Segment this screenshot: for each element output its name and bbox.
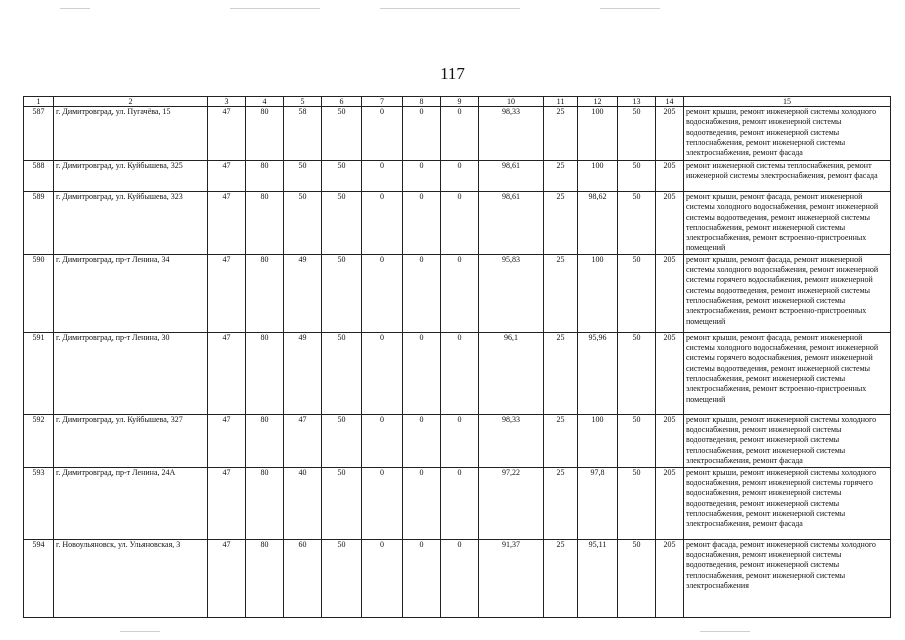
- value-cell: 58: [284, 107, 322, 161]
- column-number: 12: [578, 97, 618, 107]
- value-cell: 95,11: [578, 539, 618, 617]
- value-cell: 25: [544, 414, 578, 467]
- value-cell: 47: [208, 254, 246, 332]
- value-cell: 97,8: [578, 467, 618, 539]
- value-cell: 47: [208, 467, 246, 539]
- page-number: 117: [440, 64, 465, 83]
- value-cell: 50: [618, 161, 656, 192]
- row-number: 594: [24, 539, 54, 617]
- scan-noise: [60, 8, 90, 9]
- value-cell: 0: [403, 192, 441, 255]
- value-cell: 0: [441, 539, 479, 617]
- address-cell: г. Димитровград, пр-т Ленина, 30: [54, 332, 208, 414]
- value-cell: 0: [403, 467, 441, 539]
- table-row: [24, 107, 891, 161]
- value-cell: 50: [322, 107, 362, 161]
- row-number: 588: [24, 161, 54, 192]
- column-number-row: [24, 97, 891, 107]
- table-row: [24, 467, 891, 539]
- value-cell: 80: [246, 467, 284, 539]
- value-cell: 91,37: [479, 539, 544, 617]
- value-cell: 98,61: [479, 192, 544, 255]
- scan-noise: [600, 8, 660, 9]
- column-number: 8: [403, 97, 441, 107]
- column-number: 15: [684, 97, 891, 107]
- value-cell: 205: [656, 107, 684, 161]
- address-cell: г. Новоульяновск, ул. Ульяновская, 3: [54, 539, 208, 617]
- value-cell: 50: [322, 414, 362, 467]
- works-cell: ремонт фасада, ремонт инженерной системы холодного водоснабжения, ремонт инженерной системы водоотведения, ремонт инженерной системы теплоснабжения, ремонт инженерной системы электроснабжения: [684, 539, 891, 617]
- value-cell: 47: [208, 332, 246, 414]
- value-cell: 50: [618, 539, 656, 617]
- value-cell: 97,22: [479, 467, 544, 539]
- works-cell: ремонт инженерной системы теплоснабжения, ремонт инженерной системы электроснабжения, ремонт фасада: [684, 161, 891, 192]
- value-cell: 0: [441, 332, 479, 414]
- scan-noise: [120, 631, 160, 632]
- value-cell: 47: [208, 539, 246, 617]
- value-cell: 0: [441, 414, 479, 467]
- column-number: 10: [479, 97, 544, 107]
- value-cell: 50: [322, 332, 362, 414]
- value-cell: 50: [618, 107, 656, 161]
- value-cell: 25: [544, 254, 578, 332]
- value-cell: 50: [618, 254, 656, 332]
- value-cell: 25: [544, 467, 578, 539]
- works-cell: ремонт крыши, ремонт фасада, ремонт инженерной системы холодного водоснабжения, ремонт инженерной системы горячего водоснабжения, ремонт инженерной системы водоотведения, ремонт инженерной системы теплоснабжения, ремонт инженерной системы электроснабжения, ремонт встроенно-пристроенных помещений: [684, 332, 891, 414]
- value-cell: 0: [441, 161, 479, 192]
- address-cell: г. Димитровград, пр-т Ленина, 34: [54, 254, 208, 332]
- value-cell: 100: [578, 161, 618, 192]
- register-table: [23, 96, 891, 618]
- table-row: [24, 414, 891, 467]
- value-cell: 50: [322, 192, 362, 255]
- value-cell: 205: [656, 539, 684, 617]
- value-cell: 95,96: [578, 332, 618, 414]
- value-cell: 25: [544, 539, 578, 617]
- value-cell: 80: [246, 107, 284, 161]
- value-cell: 0: [362, 467, 403, 539]
- scan-noise: [700, 631, 750, 632]
- works-cell: ремонт крыши, ремонт фасада, ремонт инженерной системы холодного водоснабжения, ремонт инженерной системы горячего водоснабжения, ремонт инженерной системы водоотведения, ремонт инженерной системы теплоснабжения, ремонт инженерной системы электроснабжения, ремонт встроенно-пристроенных помещений: [684, 254, 891, 332]
- column-number: 11: [544, 97, 578, 107]
- table-row: [24, 192, 891, 255]
- value-cell: 0: [441, 192, 479, 255]
- table-row: [24, 161, 891, 192]
- address-cell: г. Димитровград, ул. Куйбышева, 327: [54, 414, 208, 467]
- value-cell: 98,33: [479, 414, 544, 467]
- value-cell: 25: [544, 332, 578, 414]
- value-cell: 0: [362, 254, 403, 332]
- value-cell: 47: [208, 107, 246, 161]
- value-cell: 205: [656, 414, 684, 467]
- column-number: 3: [208, 97, 246, 107]
- value-cell: 100: [578, 254, 618, 332]
- value-cell: 50: [618, 332, 656, 414]
- value-cell: 50: [284, 192, 322, 255]
- works-cell: ремонт крыши, ремонт фасада, ремонт инженерной системы холодного водоснабжения, ремонт инженерной системы водоотведения, ремонт инженерной системы теплоснабжения, ремонт инженерной системы электроснабжения, ремонт встроенно-пристроенных помещений: [684, 192, 891, 255]
- value-cell: 80: [246, 539, 284, 617]
- value-cell: 98,61: [479, 161, 544, 192]
- value-cell: 98,33: [479, 107, 544, 161]
- column-number: 6: [322, 97, 362, 107]
- value-cell: 0: [362, 332, 403, 414]
- value-cell: 50: [322, 161, 362, 192]
- column-number: 7: [362, 97, 403, 107]
- table-row: [24, 254, 891, 332]
- works-cell: ремонт крыши, ремонт инженерной системы холодного водоснабжения, ремонт инженерной системы водоотведения, ремонт инженерной системы теплоснабжения, ремонт инженерной системы электроснабжения, ремонт фасада: [684, 414, 891, 467]
- value-cell: 98,62: [578, 192, 618, 255]
- address-cell: г. Димитровград, ул. Куйбышева, 325: [54, 161, 208, 192]
- row-number: 590: [24, 254, 54, 332]
- value-cell: 0: [403, 414, 441, 467]
- column-number: 2: [54, 97, 208, 107]
- value-cell: 80: [246, 332, 284, 414]
- value-cell: 100: [578, 107, 618, 161]
- scan-noise: [230, 8, 320, 9]
- value-cell: 205: [656, 192, 684, 255]
- value-cell: 80: [246, 192, 284, 255]
- column-number: 13: [618, 97, 656, 107]
- value-cell: 47: [208, 414, 246, 467]
- value-cell: 0: [403, 539, 441, 617]
- row-number: 587: [24, 107, 54, 161]
- value-cell: 0: [362, 414, 403, 467]
- column-number: 9: [441, 97, 479, 107]
- value-cell: 49: [284, 332, 322, 414]
- column-number: 4: [246, 97, 284, 107]
- value-cell: 0: [403, 254, 441, 332]
- value-cell: 205: [656, 467, 684, 539]
- column-number: 5: [284, 97, 322, 107]
- value-cell: 50: [618, 467, 656, 539]
- value-cell: 50: [284, 161, 322, 192]
- value-cell: 49: [284, 254, 322, 332]
- value-cell: 25: [544, 192, 578, 255]
- value-cell: 0: [441, 254, 479, 332]
- value-cell: 50: [322, 467, 362, 539]
- row-number: 593: [24, 467, 54, 539]
- value-cell: 25: [544, 107, 578, 161]
- value-cell: 0: [362, 539, 403, 617]
- address-cell: г. Димитровград, ул. Пугачёва, 15: [54, 107, 208, 161]
- value-cell: 50: [322, 539, 362, 617]
- value-cell: 0: [403, 107, 441, 161]
- value-cell: 0: [441, 107, 479, 161]
- table-row: [24, 539, 891, 617]
- value-cell: 50: [618, 192, 656, 255]
- column-number: 1: [24, 97, 54, 107]
- value-cell: 80: [246, 414, 284, 467]
- value-cell: 0: [403, 161, 441, 192]
- column-number: 14: [656, 97, 684, 107]
- value-cell: 100: [578, 414, 618, 467]
- value-cell: 0: [441, 467, 479, 539]
- value-cell: 60: [284, 539, 322, 617]
- scan-noise: [380, 8, 520, 9]
- value-cell: 0: [362, 192, 403, 255]
- value-cell: 25: [544, 161, 578, 192]
- row-number: 591: [24, 332, 54, 414]
- value-cell: 80: [246, 161, 284, 192]
- works-cell: ремонт крыши, ремонт инженерной системы холодного водоснабжения, ремонт инженерной системы водоотведения, ремонт инженерной системы теплоснабжения, ремонт инженерной системы электроснабжения, ремонт фасада: [684, 107, 891, 161]
- row-number: 589: [24, 192, 54, 255]
- value-cell: 47: [284, 414, 322, 467]
- value-cell: 50: [322, 254, 362, 332]
- row-number: 592: [24, 414, 54, 467]
- value-cell: 47: [208, 192, 246, 255]
- value-cell: 96,1: [479, 332, 544, 414]
- value-cell: 95,83: [479, 254, 544, 332]
- address-cell: г. Димитровград, ул. Куйбышева, 323: [54, 192, 208, 255]
- value-cell: 205: [656, 161, 684, 192]
- value-cell: 205: [656, 254, 684, 332]
- value-cell: 0: [362, 161, 403, 192]
- value-cell: 0: [403, 332, 441, 414]
- value-cell: 40: [284, 467, 322, 539]
- value-cell: 205: [656, 332, 684, 414]
- works-cell: ремонт крыши, ремонт инженерной системы холодного водоснабжения, ремонт инженерной системы горячего водоснабжения, ремонт инженерной системы водоотведения, ремонт инженерной системы теплоснабжения, ремонт инженерной системы электроснабжения, ремонт фасада: [684, 467, 891, 539]
- value-cell: 80: [246, 254, 284, 332]
- value-cell: 0: [362, 107, 403, 161]
- value-cell: 47: [208, 161, 246, 192]
- table-row: [24, 332, 891, 414]
- value-cell: 50: [618, 414, 656, 467]
- address-cell: г. Димитровград, пр-т Ленина, 24А: [54, 467, 208, 539]
